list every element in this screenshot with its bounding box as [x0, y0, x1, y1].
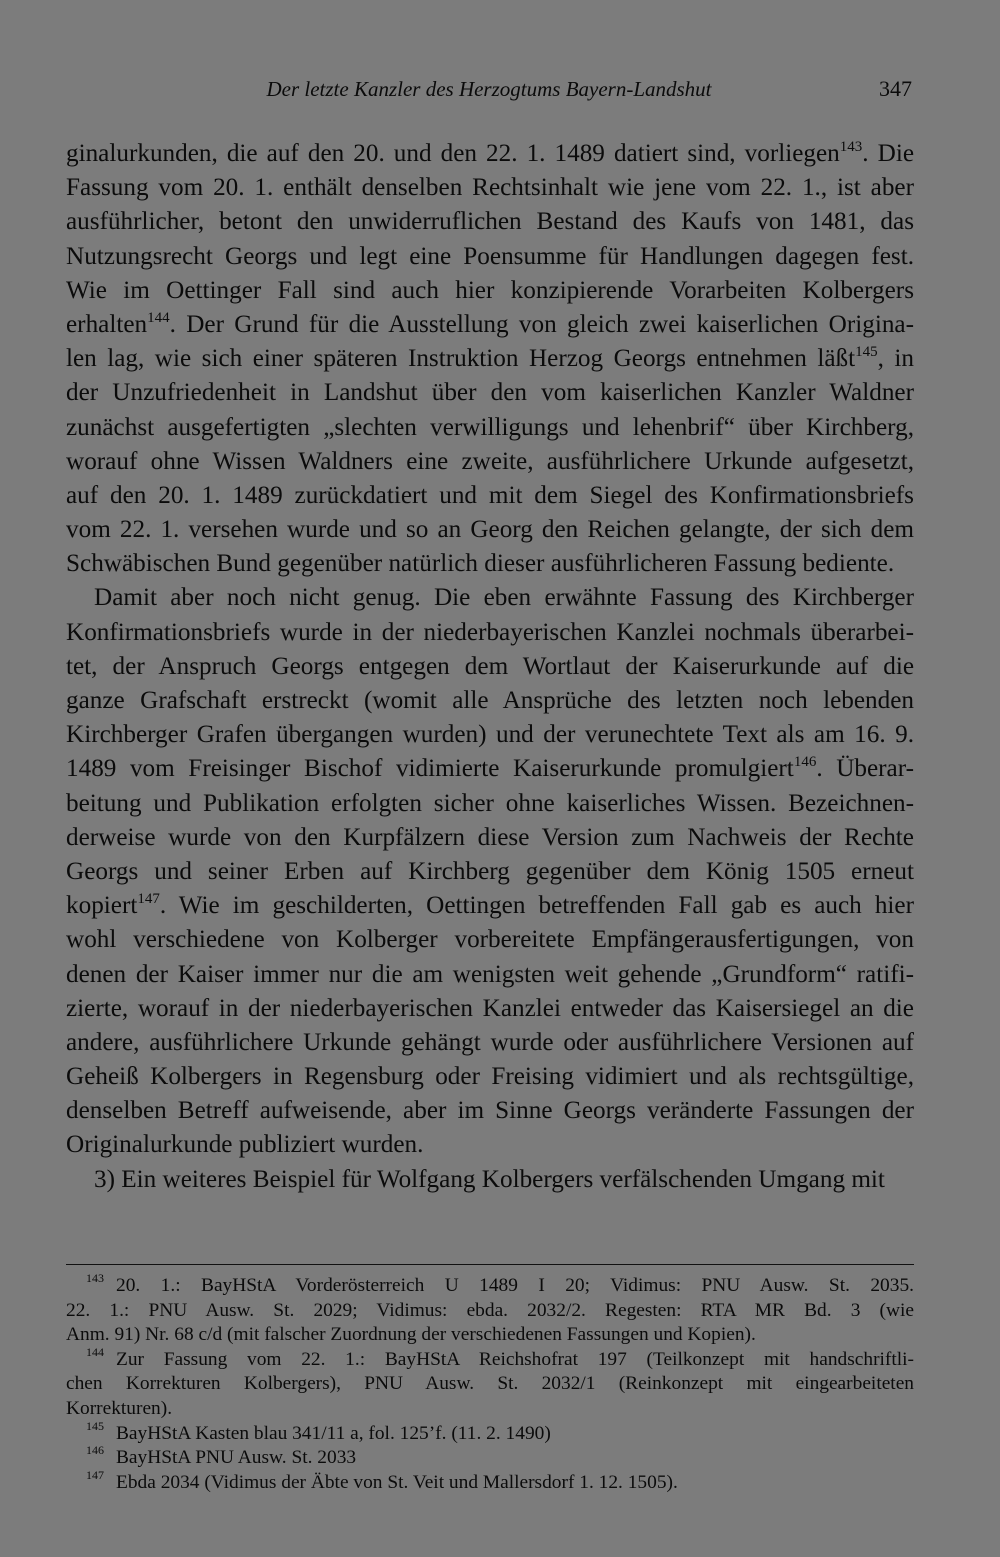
footnote-line: 145 BayHStA Kasten blau 341/11 a, fol. 125’f. (11. 2. 1490)	[86, 1421, 551, 1444]
text-line	[66, 958, 914, 992]
footnote-line: 144 Zur Fassung vom 22. 1.: BayHStA Reichshofrat 197 (Teilkonzept mit handschriftli-	[86, 1347, 914, 1370]
text-line	[66, 513, 914, 547]
text-line	[66, 889, 914, 923]
text-segment: Wie im Oettinger Fall sind auch hier konzipierende Vorarbeiten Kolbergers	[66, 276, 914, 304]
running-title: Der letzte Kanzler des Herzogtums Bayern-Landshut	[266, 77, 712, 101]
footnote-text: 20. 1.: BayHStA Vorderösterreich U 1489 I 20; Vidimus: PNU Ausw. St. 2035.	[116, 1275, 914, 1296]
text-line	[66, 376, 914, 410]
text-line	[66, 1060, 914, 1094]
text-line	[66, 821, 914, 855]
text-line	[66, 1094, 914, 1128]
text-line	[66, 855, 914, 889]
text-segment: beitung und Publikation erfolgten sicher ohne kaiserliches Wissen. Bezeichnen-	[66, 789, 914, 817]
text-line	[66, 205, 914, 239]
text-segment: zierte, worauf in der niederbayerischen Kanzlei entweder das Kaisersiegel an die	[66, 994, 914, 1022]
page-number: 347	[879, 76, 912, 101]
footnote-line: 146 BayHStA PNU Ausw. St. 2033	[86, 1446, 357, 1469]
text-segment: denen der Kaiser immer nur die am wenigsten weit gehende „Grundform“ ratifi-	[66, 960, 914, 988]
text-segment: denselben Betreff aufweisende, aber im Sinne Georgs veränderte Fassungen der	[66, 1097, 914, 1125]
text-line	[66, 308, 914, 342]
text-line	[66, 445, 914, 479]
footnote-text: Anm. 91) Nr. 68 c/d (mit falscher Zuordnung der verschiedenen Fassungen und Kopien).	[66, 1324, 756, 1346]
text-line	[66, 240, 914, 274]
footnote-line	[66, 1397, 914, 1422]
text-line	[66, 923, 914, 957]
text-line	[66, 1128, 914, 1162]
text-segment: Kirchberger Grafen übergangen wurden) und der verunechtete Text als am 16. 9.	[66, 721, 914, 749]
text-segment: kopiert	[66, 892, 138, 920]
footnote-line	[66, 1299, 914, 1324]
text-segment: Konfirmationsbriefs wurde in der niederbayerischen Kanzlei nochmals überarbei-	[66, 618, 914, 646]
text-line	[66, 650, 914, 684]
text-segment: andere, ausführlichere Urkunde gehängt wurde oder ausführlichere Versionen auf	[66, 1028, 914, 1056]
text-segment: . Der Grund für die Ausstellung von gleich zwei kaiserlichen Origina-	[169, 310, 914, 338]
text-segment: . Die	[862, 140, 914, 167]
text-line	[66, 718, 914, 752]
text-line	[66, 992, 914, 1026]
text-segment: erhalten	[66, 310, 148, 338]
footnote-line: 143 20. 1.: BayHStA Vorderösterreich U 1489 I 20; Vidimus: PNU Ausw. St. 2035.	[86, 1274, 914, 1296]
text-line	[66, 1026, 914, 1060]
text-segment: , in	[877, 345, 914, 373]
footnote-rule	[66, 1264, 914, 1265]
text-segment: ginalurkunden, die auf den 20. und den 22. 1. 1489 datiert sind, vorliegen	[66, 140, 840, 167]
text-line	[66, 1163, 914, 1197]
footnote-text: Zur Fassung vom 22. 1.: BayHStA Reichshofrat 197 (Teilkonzept mit handschriftli-	[116, 1348, 914, 1370]
text-line	[66, 137, 914, 171]
text-line	[66, 547, 914, 581]
text-line	[66, 479, 914, 513]
footnote-reference: 144	[147, 309, 170, 326]
text-segment: . Wie im geschilderten, Oettingen betreffenden Fall gab es auch hier	[159, 892, 914, 920]
footnote-text: Ebda 2034 (Vidimus der Äbte von St. Veit und Mallersdorf 1. 12. 1505).	[116, 1471, 678, 1493]
text-line	[66, 787, 914, 821]
footnote-reference: 146	[793, 754, 817, 771]
text-line	[66, 684, 914, 718]
text-line	[66, 274, 914, 308]
footnote-reference: 143	[839, 139, 863, 155]
footnote-text: Korrekturen).	[66, 1397, 173, 1419]
text-segment: 1489 vom Freisinger Bischof vidimierte Kaiserurkunde promulgiert	[66, 755, 794, 783]
text-segment: Geheiß Kolbergers in Regensburg oder Freising vidimiert und als rechtsgültige,	[66, 1063, 914, 1091]
text-segment: Georgs und seiner Erben auf Kirchberg gegenüber dem König 1505 erneut	[66, 857, 914, 885]
text-segment: len lag, wie sich einer späteren Instruktion Herzog Georgs entnehmen läßt	[66, 345, 856, 373]
footnote-text: 22. 1.: PNU Ausw. St. 2029; Vidimus: ebda. 2032/2. Regesten: RTA MR Bd. 3 (wie	[66, 1299, 914, 1321]
footnote-line	[66, 1323, 914, 1348]
footnote	[66, 1471, 914, 1496]
text-segment: Originalurkunde publiziert wurden.	[66, 1131, 424, 1159]
text-line	[66, 616, 914, 650]
text-segment: wohl verschiedene von Kolberger vorbereitete Empfängerausfertigungen, von	[66, 926, 914, 954]
footnote-line: 147 Ebda 2034 (Vidimus der Äbte von St. Veit und Mallersdorf 1. 12. 1505).	[86, 1470, 678, 1493]
text-segment: auf den 20. 1. 1489 zurückdatiert und mit dem Siegel des Konfirmationsbriefs	[66, 481, 914, 509]
text-line	[66, 171, 914, 205]
text-segment: ganze Grafschaft erstreckt (womit alle Ansprüche des letzten noch lebenden	[66, 687, 914, 714]
main-text	[66, 137, 914, 1197]
footnote	[66, 1274, 914, 1348]
footnote-reference: 145	[855, 344, 878, 361]
text-segment: . Überar-	[816, 755, 914, 783]
text-segment: 3) Ein weiteres Beispiel für Wolfgang Kolbergers verfälschenden Umgang mit	[94, 1165, 885, 1193]
text-segment: ausführlicher, betont den unwiderruflichen Bestand des Kaufs von 1481, das	[66, 208, 914, 236]
text-line	[66, 411, 914, 445]
footnote	[66, 1348, 914, 1422]
text-line	[66, 752, 914, 786]
footnote	[66, 1446, 914, 1471]
text-segment: Fassung vom 20. 1. enthält denselben Rechtsinhalt wie jene vom 22. 1., ist aber	[66, 174, 914, 202]
text-segment: tet, der Anspruch Georgs entgegen dem Wortlaut der Kaiserurkunde auf die	[66, 652, 914, 680]
footnote-text: BayHStA PNU Ausw. St. 2033	[116, 1447, 357, 1469]
text-segment: derweise wurde von den Kurpfälzern diese Version zum Nachweis der Rechte	[66, 823, 914, 851]
footnotes	[66, 1274, 914, 1495]
text-segment: Schwäbischen Bund gegenüber natürlich dieser ausführlicheren Fassung bediente.	[66, 550, 895, 578]
text-segment: der Unzufriedenheit in Landshut über den vom kaiserlichen Kanzler Waldner	[66, 379, 914, 407]
footnote	[66, 1422, 914, 1447]
footnote-text: BayHStA Kasten blau 341/11 a, fol. 125’f. (11. 2. 1490)	[116, 1422, 551, 1444]
text-segment: vom 22. 1. versehen wurde und so an Georg den Reichen gelangte, der sich dem	[66, 516, 914, 544]
text-line	[66, 581, 914, 615]
footnote-line	[66, 1372, 914, 1397]
text-segment: zunächst ausgefertigten „slechten verwilligungs und lehenbrif“ über Kirchberg,	[66, 413, 914, 441]
text-segment: Damit aber noch nicht genug. Die eben erwähnte Fassung des Kirchberger	[94, 584, 914, 612]
text-segment: Nutzungsrecht Georgs und legt eine Poensumme für Handlungen dagegen fest.	[66, 242, 914, 270]
page-header	[66, 74, 912, 108]
text-line	[66, 342, 914, 376]
footnote-reference: 147	[137, 891, 160, 908]
footnote-text: chen Korrekturen Kolbergers), PNU Ausw. St. 2032/1 (Reinkonzept mit eingearbeiteten	[66, 1373, 914, 1395]
text-segment: worauf ohne Wissen Waldners eine zweite, ausführlichere Urkunde aufgesetzt,	[66, 447, 914, 475]
